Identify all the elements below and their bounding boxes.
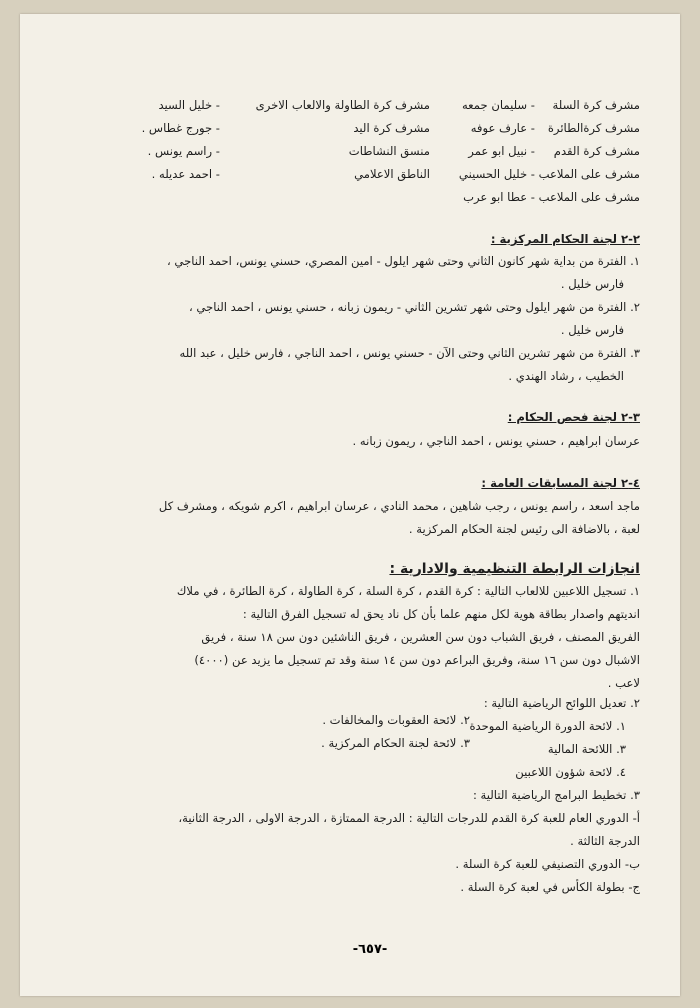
document-page: [20, 14, 680, 996]
paragraph-line: ١. تسجيل اللاعبين للالعاب التالية : كرة القدم ، كرة السلة ، كرة الطاولة ، كرة الطائرة ، في ملاك: [176, 584, 640, 598]
list-item: ٢. الفترة من شهر ايلول وحتى شهر تشرين الثاني - ريمون زبانه ، حسني يونس ، احمد الناجي ،: [188, 300, 640, 314]
supervisor-name: - خليل الحسيني: [458, 167, 535, 181]
paragraph-line: الاشبال دون سن ١٦ سنة، وفريق البراعم دون سن ١٤ سنة وقد تم تسجيل ما يزيد عن (٤٠٠٠): [194, 653, 640, 667]
achievements-heading: انجازات الرابطة التنظيمية والادارية :: [389, 561, 640, 577]
supervisor-row: [120, 190, 640, 212]
regulation-item: ٢. لائحة العقوبات والمخالفات .: [322, 713, 470, 727]
supervisor-name: - عارف عوفه: [470, 121, 535, 135]
section-heading-competitions: ٤-٢ لجنة المسابقات العامة :: [481, 476, 640, 490]
supervisor-name: - نبيل ابو عمر: [468, 144, 535, 158]
supervisor-name: - عطا ابو عرب: [463, 190, 535, 204]
paragraph-line: ماجد اسعد ، راسم يونس ، رجب شاهين ، محمد النادي ، عرسان ابراهيم ، اكرم شويكه ، ومشرف كل: [158, 499, 640, 513]
list-item-continuation: الخطيب ، رشاد الهندي .: [508, 369, 624, 383]
supervisor-row: [120, 167, 640, 189]
competitions-members: [120, 495, 640, 541]
page-number: -٦٥٧-: [352, 942, 388, 957]
supervisor-role-2: مشرف كرة الطاولة والالعاب الاخرى: [255, 98, 430, 112]
supervisor-name: - سليمان جمعه: [461, 98, 535, 112]
section-heading-referee-exam: ٣-٢ لجنة فحص الحكام :: [507, 410, 640, 424]
list-item: ١. الفترة من بداية شهر كانون الثاني وحتى شهر ايلول - امين المصري، حسني يونس، احمد الناجي ،: [167, 254, 640, 268]
supervisor-role: مشرف كرة السلة: [552, 98, 640, 112]
supervisor-name-2: - خليل السيد: [158, 98, 220, 112]
list-item-continuation: فارس خليل .: [560, 323, 624, 337]
regulation-item: ٤. لائحة شؤون اللاعبين: [515, 765, 626, 779]
section-heading-central-referees: ٢-٢ لجنة الحكام المركزية :: [490, 232, 640, 246]
list-item: ٣. الفترة من شهر تشرين الثاني وحتى الآن - حسني يونس ، احمد الناجي ، فارس خليل ، عبد الله: [179, 346, 640, 360]
supervisor-role: مشرف على الملاعب: [538, 167, 640, 181]
supervisor-role: مشرف كرةالطائرة: [547, 121, 640, 135]
program-item: ج- بطولة الكأس في لعبة كرة السلة .: [460, 880, 640, 894]
paragraph-line: لعبة ، بالاضافة الى رئيس لجنة الحكام المركزية .: [408, 522, 640, 536]
paragraph-line: الفريق المصنف ، فريق الشباب دون سن العشرين ، فريق الناشئين دون سن ١٨ سنة ، فريق: [201, 630, 640, 644]
regulation-item: ١. لائحة الدورة الرياضية الموحدة: [469, 719, 626, 733]
supervisor-row: [120, 121, 640, 143]
supervisor-role: مشرف كرة القدم: [553, 144, 640, 158]
regulation-item: ٣. لائحة لجنة الحكام المركزية .: [321, 736, 470, 750]
referee-exam-members: عرسان ابراهيم ، حسني يونس ، احمد الناجي ، ريمون زبانه .: [352, 434, 640, 448]
document-body: [120, 14, 640, 996]
supervisor-name-2: - راسم يونس .: [147, 144, 220, 158]
supervisor-role-2: الناطق الاعلامي: [354, 167, 430, 181]
supervisor-row: [120, 144, 640, 166]
supervisor-name-2: - احمد عديله .: [151, 167, 220, 181]
achievement-item-1: [120, 580, 640, 695]
supervisor-role-2: مشرف كرة اليد: [353, 121, 430, 135]
program-item-continuation: الدرجة الثالثة .: [570, 834, 640, 848]
list-title: ٢. تعديل اللوائح الرياضية التالية :: [483, 696, 640, 710]
supervisor-row: [120, 98, 640, 120]
list-title: ٣. تخطيط البرامج الرياضية التالية :: [472, 788, 640, 802]
central-referees-list: [120, 250, 640, 388]
program-item: ب- الدوري التصنيفي للعبة كرة السلة .: [455, 857, 640, 871]
supervisor-role-2: منسق النشاطات: [348, 144, 430, 158]
paragraph-line: انديتهم واصدار بطاقة هوية لكل منهم علما بأن كل ناد يحق له تسجيل الفرق التالية :: [242, 607, 640, 621]
program-item: أ- الدوري العام للعبة كرة القدم للدرجات التالية : الدرجة الممتازة ، الدرجة الاولى ، الدرجة الثانية،: [178, 811, 640, 825]
regulation-item: ٣. اللائحة المالية: [547, 742, 626, 756]
supervisor-name-2: - جورج غطاس .: [141, 121, 220, 135]
paragraph-line: لاعب .: [607, 676, 640, 690]
supervisor-role: مشرف على الملاعب: [538, 190, 640, 204]
list-item-continuation: فارس خليل .: [560, 277, 624, 291]
